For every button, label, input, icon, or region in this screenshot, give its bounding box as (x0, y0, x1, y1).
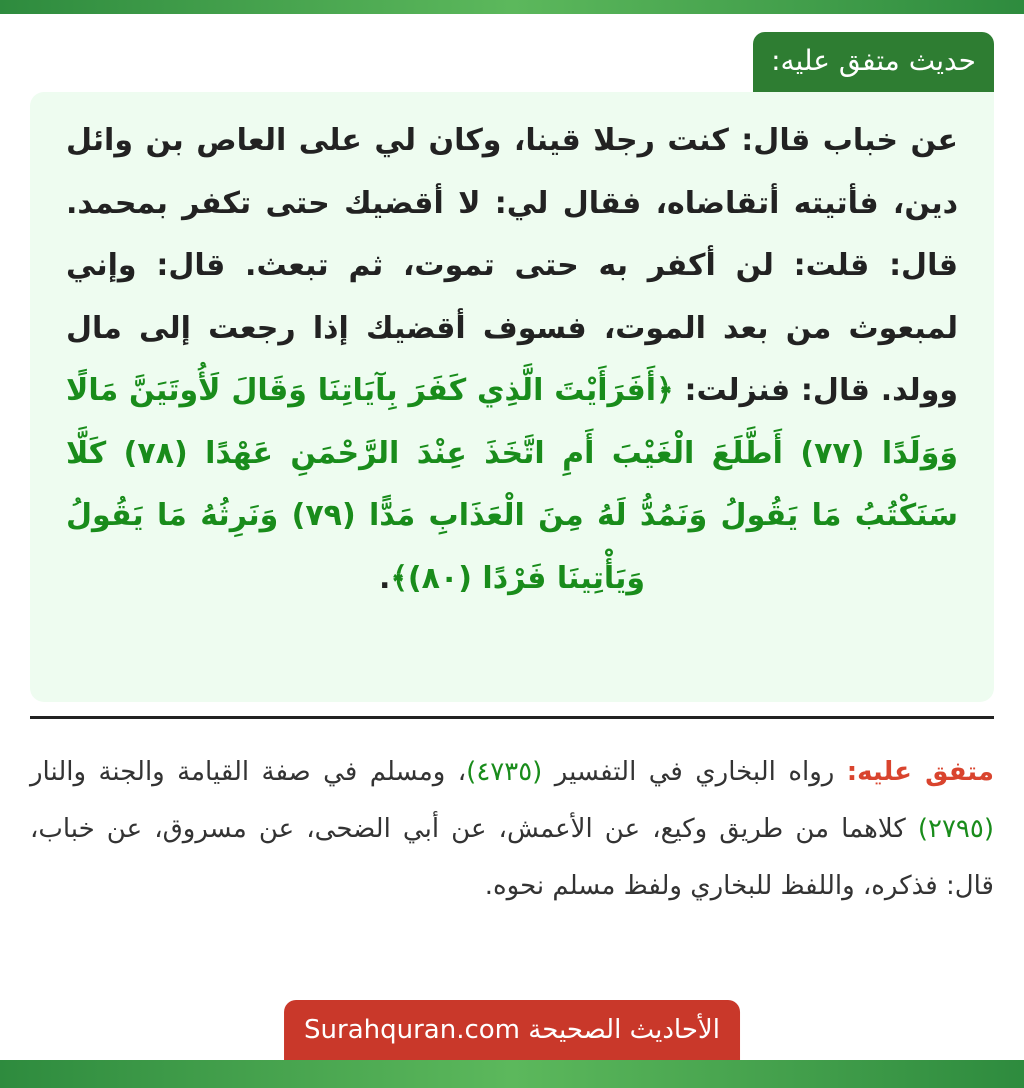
hadith-narration: عن خباب قال: كنت رجلا قينا، وكان لي على العاص بن وائل دين، فأتيته أتقاضاه، فقال لي: لا أقضيك حتى تكفر بمحمد. قال: قلت: لن أكفر به حتى تموت، ثم تبعث. قال: وإني لمبعوث من بعد الموت، فسوف أقضيك إذا رجعت إلى مال وولد. قال: فنزلت: (66, 123, 958, 408)
source-text-part2: ، ومسلم في صفة القيامة والجنة والنار (30, 757, 467, 787)
source-label: متفق عليه: (846, 757, 994, 787)
source-text-part3: كلاهما من طريق وكيع، عن الأعمش، عن أبي الضحى، عن مسروق، عن خباب، قال: فذكره، واللفظ للبخاري ولفظ مسلم نحوه. (30, 814, 994, 901)
top-accent-bar (0, 0, 1024, 14)
section-divider (30, 716, 994, 719)
hadith-type-badge: حديث متفق عليه: (753, 32, 994, 92)
hadith-card (30, 92, 994, 702)
source-reference (30, 744, 994, 915)
site-badge[interactable]: الأحاديث الصحيحة Surahquran.com (284, 1000, 740, 1060)
bottom-accent-bar (0, 1060, 1024, 1088)
quran-verse: ﴿أَفَرَأَيْتَ الَّذِي كَفَرَ بِآيَاتِنَا وَقَالَ لَأُوتَيَنَّ مَالًا وَوَلَدًا (٧٧) أَطَّلَعَ الْغَيْبَ أَمِ اتَّخَذَ عِنْدَ الرَّحْمَنِ عَهْدًا (٧٨) كَلَّا سَنَكْتُبُ مَا يَقُولُ وَنَمُدُّ لَهُ مِنَ الْعَذَابِ مَدًّا (٧٩) وَنَرِثُهُ مَا يَقُولُ وَيَأْتِينَا فَرْدًا (٨٠)﴾ (66, 373, 958, 596)
hadith-text (66, 110, 958, 610)
source-text-part1: رواه البخاري في التفسير (542, 757, 847, 787)
hadith-end-mark: . (378, 560, 391, 596)
muslim-number: (٢٧٩٥) (917, 814, 994, 844)
bukhari-number: (٤٧٣٥) (466, 757, 543, 787)
